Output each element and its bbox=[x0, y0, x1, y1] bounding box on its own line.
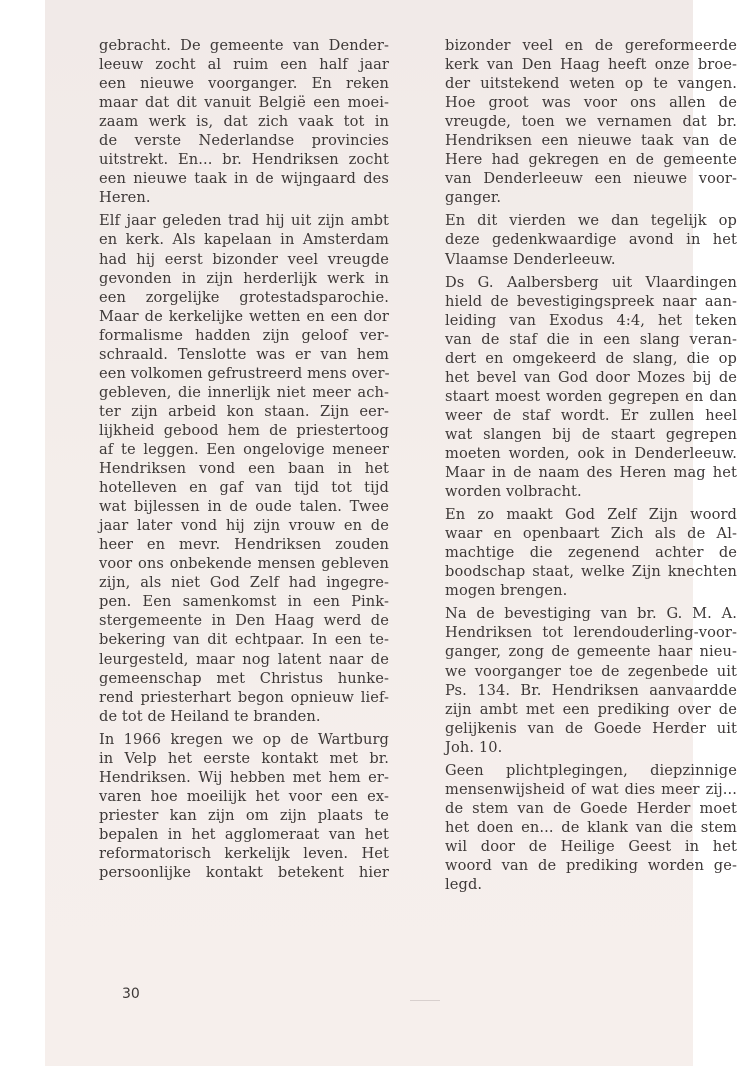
text-line: En dit vierden we dan tegelijk op bbox=[445, 212, 737, 230]
paragraph bbox=[445, 36, 737, 207]
text-line: rend priesterhart begon opnieuw lief- bbox=[99, 688, 389, 706]
text-line: bekering van dit echtpaar. In een te- bbox=[99, 631, 389, 649]
text-line: Ds G. Aalbersberg uit Vlaardingen bbox=[445, 273, 737, 291]
text-line: moeten worden, ook in Denderleeuw. bbox=[445, 444, 737, 462]
text-line: Hoe groot was voor ons allen de bbox=[445, 94, 737, 112]
text-line: zaam werk is, dat zich vaak tot in bbox=[99, 113, 389, 131]
text-line: Maar de kerkelijke wetten en een dor bbox=[99, 307, 389, 325]
text-column-right bbox=[445, 36, 737, 898]
text-line: zijn, als niet God Zelf had ingegre- bbox=[99, 574, 389, 592]
text-line: machtige die zegenend achter de bbox=[445, 544, 737, 562]
text-line: kerk van Den Haag heeft onze broe- bbox=[445, 56, 737, 74]
paragraph bbox=[445, 761, 737, 894]
text-line: formalisme hadden zijn geloof ver- bbox=[99, 326, 389, 344]
text-line: Vlaamse Denderleeuw. bbox=[445, 250, 616, 268]
text-line: Geen plichtplegingen, diepzinnige bbox=[445, 761, 737, 779]
text-line: der uitstekend weten op te vangen. bbox=[445, 75, 737, 93]
scan-artifact bbox=[410, 1000, 440, 1001]
text-line: stergemeente in Den Haag werd de bbox=[99, 612, 389, 630]
text-line: een nieuwe voorganger. En reken bbox=[99, 75, 389, 93]
text-line: had hij eerst bizonder veel vreugde bbox=[99, 250, 389, 268]
text-line: priester kan zijn om zijn plaats te bbox=[99, 806, 389, 824]
text-line: Hendriksen een nieuwe taak van de bbox=[445, 132, 737, 150]
text-line: Na de bevestiging van br. G. M. A. bbox=[445, 605, 737, 623]
text-line: de stem van de Goede Herder moet bbox=[445, 799, 737, 817]
text-line: wat bijlessen in de oude talen. Twee bbox=[99, 498, 389, 516]
text-line: pen. Een samenkomst in een Pink- bbox=[99, 593, 389, 611]
text-line: mogen brengen. bbox=[445, 582, 568, 600]
text-line: een volkomen gefrustreerd mens over- bbox=[99, 364, 390, 382]
text-line: heer en mevr. Hendriksen zouden bbox=[99, 536, 389, 554]
text-line: gevonden in zijn herderlijk werk in bbox=[99, 269, 389, 287]
text-line: ter zijn arbeid kon staan. Zijn eer- bbox=[99, 402, 389, 420]
text-line: uitstrekt. En... br. Hendriksen zocht bbox=[99, 151, 389, 169]
text-line: schraald. Tenslotte was er van hem bbox=[99, 345, 389, 363]
text-line: vreugde, toen we vernamen dat br. bbox=[445, 113, 737, 131]
text-line: wil door de Heilige Geest in het bbox=[445, 837, 737, 855]
document-page bbox=[45, 0, 737, 1066]
text-line: leurgesteld, maar nog latent naar de bbox=[99, 650, 389, 668]
text-line: van Denderleeuw een nieuwe voor- bbox=[445, 170, 737, 188]
text-line: lijkheid gebood hem de priestertoog bbox=[99, 421, 389, 439]
text-line: we voorganger toe de zegenbede uit bbox=[445, 662, 737, 680]
text-line: weer de staf wordt. Er zullen heel bbox=[445, 406, 737, 424]
paragraph bbox=[445, 273, 737, 502]
text-line: een zorgelijke grotestadsparochie. bbox=[99, 288, 389, 306]
text-line: boodschap staat, welke Zijn knechten bbox=[445, 563, 737, 581]
text-line: gelijkenis van de Goede Herder uit bbox=[445, 719, 737, 737]
text-line: waar en openbaart Zich als de Al- bbox=[445, 525, 737, 543]
text-line: Elf jaar geleden trad hij uit zijn ambt bbox=[99, 212, 389, 230]
text-line: zijn ambt met een prediking over de bbox=[445, 700, 737, 718]
text-line: bepalen in het agglomeraat van het bbox=[99, 825, 389, 843]
text-line: jaar later vond hij zijn vrouw en de bbox=[99, 517, 389, 535]
text-line: het bevel van God door Mozes bij de bbox=[445, 368, 737, 386]
paragraph bbox=[99, 211, 389, 725]
text-line: in Velp het eerste kontakt met br. bbox=[99, 749, 389, 767]
text-line: ganger. bbox=[445, 189, 502, 207]
text-line: dert en omgekeerd de slang, die op bbox=[445, 349, 737, 367]
text-line: gebracht. De gemeente van Dender- bbox=[99, 37, 389, 54]
text-line: het doen en... de klank van die stem bbox=[445, 818, 737, 836]
text-line: hield de bevestigingspreek naar aan- bbox=[445, 292, 737, 310]
text-line: In 1966 kregen we op de Wartburg bbox=[99, 730, 389, 748]
text-line: varen hoe moeilijk het voor een ex- bbox=[99, 787, 389, 805]
text-line: worden volbracht. bbox=[445, 483, 582, 501]
text-line: persoonlijke kontakt betekent hier bbox=[99, 864, 389, 882]
text-line: gemeenschap met Christus hunke- bbox=[99, 669, 389, 687]
text-line: deze gedenkwaardige avond in het bbox=[445, 231, 737, 249]
paragraph bbox=[99, 730, 389, 882]
text-line: Ps. 134. Br. Hendriksen aanvaardde bbox=[445, 681, 737, 699]
text-line: Hendriksen tot lerendouderling-voor- bbox=[445, 624, 737, 642]
text-line: Maar in de naam des Heren mag het bbox=[445, 464, 737, 482]
text-line: leeuw zocht al ruim een half jaar bbox=[99, 56, 389, 74]
text-line: maar dat dit vanuit België een moei- bbox=[99, 94, 389, 112]
text-line: wat slangen bij de staart gegrepen bbox=[445, 425, 737, 443]
text-line: Hendriksen. Wij hebben met hem er- bbox=[99, 768, 389, 786]
text-line: En zo maakt God Zelf Zijn woord bbox=[445, 506, 737, 524]
text-line: woord van de prediking worden ge- bbox=[445, 856, 737, 874]
text-line: staart moest worden gegrepen en dan bbox=[445, 387, 737, 405]
text-line: leiding van Exodus 4:4, het teken bbox=[445, 311, 737, 329]
text-line: voor ons onbekende mensen gebleven bbox=[99, 555, 389, 573]
text-line: af te leggen. Een ongelovige meneer bbox=[99, 440, 389, 458]
text-line: gebleven, die innerlijk niet meer ach- bbox=[99, 383, 389, 401]
text-line: Joh. 10. bbox=[445, 738, 503, 756]
paragraph bbox=[99, 36, 389, 207]
text-line: van de staf die in een slang veran- bbox=[445, 330, 737, 348]
text-line: de verste Nederlandse provincies bbox=[99, 132, 389, 150]
text-line: en kerk. Als kapelaan in Amsterdam bbox=[99, 231, 389, 249]
page-number: 30 bbox=[122, 986, 140, 1002]
text-column-left bbox=[99, 36, 389, 886]
text-line: Heren. bbox=[99, 189, 151, 207]
text-line: mensenwijsheid of wat dies meer zij... bbox=[445, 780, 737, 798]
text-line: reformatorisch kerkelijk leven. Het bbox=[99, 844, 389, 862]
text-line: hotelleven en gaf van tijd tot tijd bbox=[99, 479, 389, 497]
text-line: bizonder veel en de gereformeerde bbox=[445, 37, 737, 54]
paragraph bbox=[445, 211, 737, 268]
paragraph bbox=[445, 505, 737, 600]
text-line: ganger, zong de gemeente haar nieu- bbox=[445, 643, 737, 661]
text-line: legd. bbox=[445, 876, 483, 894]
text-line: Hendriksen vond een baan in het bbox=[99, 460, 389, 478]
text-line: Here had gekregen en de gemeente bbox=[445, 151, 737, 169]
text-line: een nieuwe taak in de wijngaard des bbox=[99, 170, 389, 188]
text-line: de tot de Heiland te branden. bbox=[99, 707, 321, 725]
paragraph bbox=[445, 604, 737, 756]
